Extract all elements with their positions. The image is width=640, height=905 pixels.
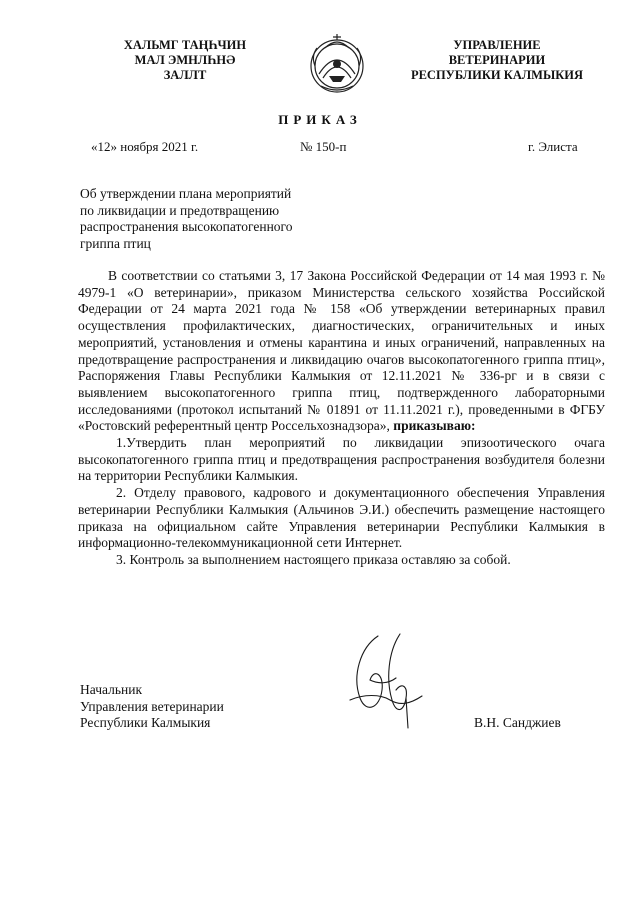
order-number: № 150-п xyxy=(300,139,347,154)
signatory-position xyxy=(80,682,224,732)
order-item-1: 1.Утвердить план мероприятий по ликвидации эпизоотического очага высокопатогенного гриппа птиц и предотвращения распространения возбудителя болезни на территории Республики Калмыкия. xyxy=(78,435,605,484)
header-right-line: РЕСПУБЛИКИ КАЛМЫКИЯ xyxy=(410,68,584,82)
position-line: Республики Калмыкия xyxy=(80,715,211,730)
order-subject xyxy=(80,186,293,252)
preamble-text: В соответствии со статьями 3, 17 Закона Российской Федерации от 14 мая 1993 г. № 4979-1 «О ветеринарии», приказом Министерства сельского хозяйства Российской Федерации от 24 марта 2021 года № 158 «Об утверждении ветеринарных правил осуществления профилактических, диагностических, ограничительных и иных мероприятий, установления и отмены карантина и иных ограничений, направленных на предотвращение распространения и ликвидацию очагов высокопатогенного гриппа птиц», Распоряжения Главы Республики Калмыкия от 12.11.2021 № 336-рг и в связи с выявлением высокопатогенного гриппа птиц, подтвержденного лабораторными исследованиями (протокол испытаний № 01891 от 11.11.2021 г.), проведенными в ФГБУ «Ростовский референтный центр Россельхознадзора», xyxy=(78,268,605,434)
order-body xyxy=(78,268,605,569)
kalmykia-emblem-icon xyxy=(301,26,373,98)
header-right-russian xyxy=(392,38,602,83)
decree-word: приказываю: xyxy=(393,418,476,434)
subject-line: Об утверждении плана мероприятий xyxy=(80,186,292,201)
order-item-2: 2. Отделу правового, кадрового и документационного обеспечения Управления ветеринарии Республики Калмыкия (Альчинов Э.И.) обеспечить размещение настоящего приказа на официальном сайте Управления ветеринарии Республики Калмыкия в информационно-телекоммуникационной сети Интернет. xyxy=(78,485,605,551)
header-left-kalmyk xyxy=(100,38,270,83)
header-left-line: ЗАЛЛТ xyxy=(163,68,207,82)
order-city: г. Элиста xyxy=(528,139,578,154)
subject-line: гриппа птиц xyxy=(80,235,151,251)
subject-line: распространения высокопатогенного xyxy=(80,219,293,234)
position-line: Управления ветеринарии xyxy=(80,698,224,714)
header-right-line: УПРАВЛЕНИЕ xyxy=(453,38,541,52)
order-item-3: 3. Контроль за выполнением настоящего приказа оставляю за собой. xyxy=(116,551,511,567)
subject-line: по ликвидации и предотвращению xyxy=(80,202,280,218)
signatory-name: В.Н. Санджиев xyxy=(474,715,561,730)
handwritten-signature-icon xyxy=(330,628,440,738)
header-left-line: МАЛ ЭМНЛҺНӘ xyxy=(134,53,236,67)
document-title: ПРИКАЗ xyxy=(278,112,362,127)
order-date: «12» ноября 2021 г. xyxy=(91,139,199,154)
preamble-paragraph xyxy=(78,268,605,435)
header-left-line: ХАЛЬМГ ТАҢҺЧИН xyxy=(123,38,247,52)
position-line: Начальник xyxy=(80,682,143,697)
header-right-line: ВЕТЕРИНАРИИ xyxy=(448,53,546,67)
